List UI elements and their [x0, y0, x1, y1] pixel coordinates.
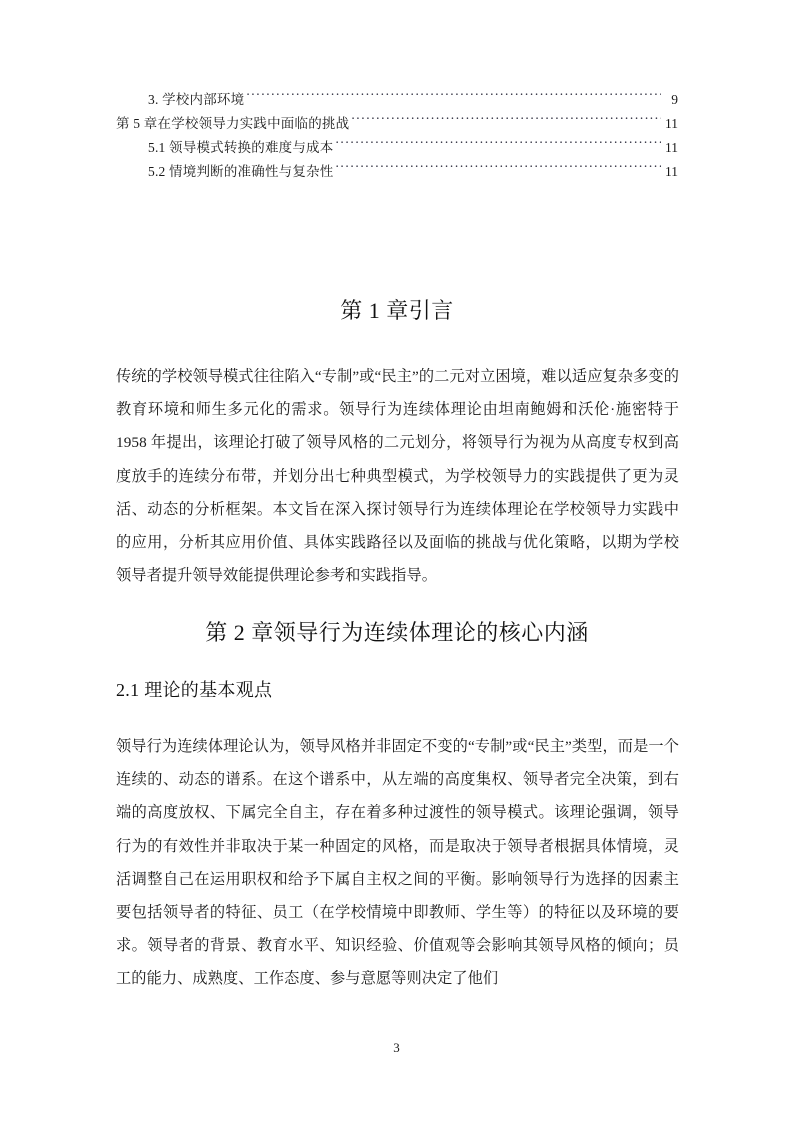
toc-entry-page: 11	[665, 116, 678, 131]
toc-entry[interactable]	[116, 160, 678, 184]
toc-entry-page: 11	[665, 164, 678, 179]
chapter-1-paragraph: 传统的学校领导模式往往陷入“专制”或“民主”的二元对立困境，难以适应复杂多变的教育环境和师生多元化的需求。领导行为连续体理论由坦南鲍姆和沃伦·施密特于 1958 年提出，该理论打破了领导风格的二元划分，将领导行为视为从高度专权到高度放手的连续分布带，并划分出七种典型模式，为学校领导力的实践提供了更为灵活、动态的分析框架。本文旨在深入探讨领导行为连续体理论在学校领导力实践中的应用，分析其应用价值、具体实践路径以及面临的挑战与优化策略，以期为学校领导者提升领导效能提供理论参考和实践指导。	[116, 368, 679, 585]
toc-dot-leader	[335, 139, 661, 152]
page-number: 3	[393, 1040, 400, 1055]
toc-entry-title: 3. 学校内部环境	[148, 92, 245, 107]
toc-entry-title: 5.2 情境判断的准确性与复杂性	[148, 164, 334, 179]
table-of-contents	[116, 88, 678, 184]
toc-entry-title: 第 5 章在学校领导力实践中面临的挑战	[116, 116, 350, 131]
toc-entry-page: 11	[665, 140, 678, 155]
toc-entry[interactable]	[116, 88, 678, 112]
toc-entry-title: 5.1 领导模式转换的难度与成本	[148, 140, 334, 155]
toc-dot-leader	[246, 91, 661, 104]
toc-entry-page: 9	[671, 92, 678, 107]
section-2-1-paragraph: 领导行为连续体理论认为，领导风格并非固定不变的“专制”或“民主”类型，而是一个连续的、动态的谱系。在这个谱系中，从左端的高度集权、领导者完全决策，到右端的高度放权、下属完全自主，存在着多种过渡性的领导模式。该理论强调，领导行为的有效性并非取决于某一种固定的风格，而是取决于领导者根据具体情境，灵活调整自己在运用职权和给予下属自主权之间的平衡。影响领导行为选择的因素主要包括领导者的特征、员工（在学校情境中即教师、学生等）的特征以及环境的要求。领导者的背景、教育水平、知识经验、价值观等会影响其领导风格的倾向；员工的能力、成熟度、工作态度、参与意愿等则决定了他们	[116, 738, 679, 988]
toc-entry[interactable]	[116, 112, 678, 136]
toc-entry[interactable]	[116, 136, 678, 160]
toc-dot-leader	[351, 115, 661, 128]
chapter-1-heading: 第 1 章引言	[340, 298, 454, 323]
toc-dot-leader	[335, 163, 661, 176]
section-2-1-heading: 2.1 理论的基本观点	[116, 680, 273, 700]
chapter-2-heading: 第 2 章领导行为连续体理论的核心内涵	[205, 620, 589, 645]
